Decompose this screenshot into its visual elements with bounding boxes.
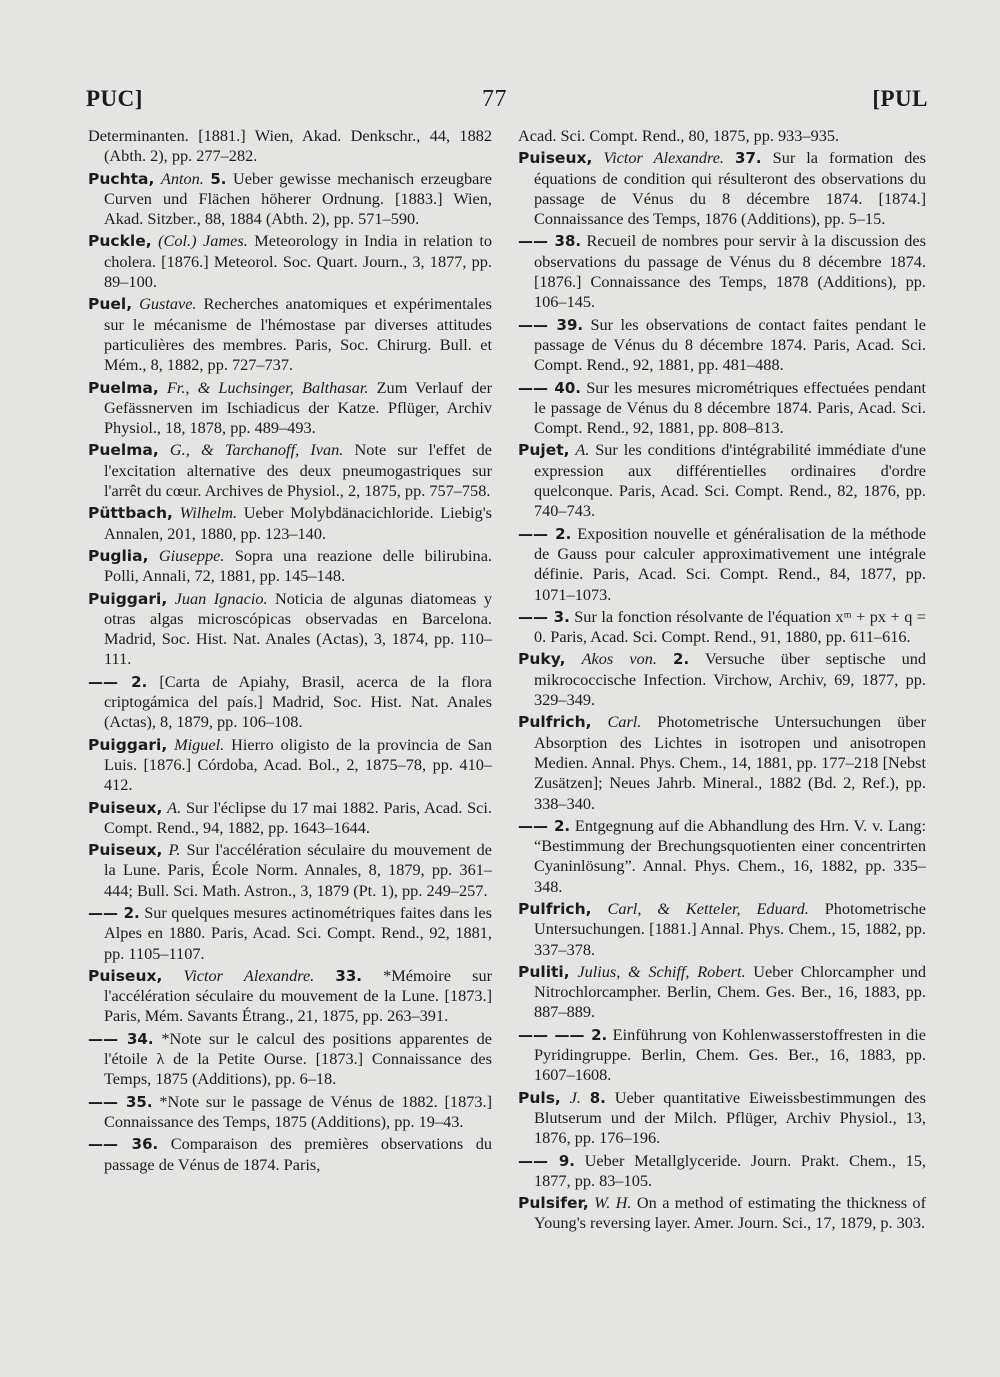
entry-text: Acad. Sci. Compt. Rend., 80, 1875, pp. 933–935. [518,126,840,145]
bibliography-entry [88,126,492,167]
entry-text: Comparaison des premières observations du passage de Vénus de 1874. Paris, [104,1134,493,1174]
entry-text: Ueber Chlorcampher und Nitrochlorcampher. Berlin, Chem. Ges. Ber., 16, 1883, pp. 887–889. [534,961,927,1022]
author-surname: Puglia, [88,546,149,565]
bibliography-entry [88,672,492,733]
author-surname: Puiseux, [88,798,163,817]
author-surname: Puelma, [88,441,159,460]
author-given-name: Fr., & Luchsinger, Balthasar. [166,377,369,397]
entry-text: Meteorology in India in relation to cholera. [1876.] Meteorol. Soc. Quart. Journ., 3, 1877, pp. 89–100. [104,231,493,292]
entry-number: 33. [335,966,362,985]
bibliography-entry [518,1193,926,1234]
author-given-name: Gustave. [139,294,197,314]
author-surname: Pujet, [518,441,570,460]
entry-text: Sur la formation des équations de condition qui résulteront des observations du passage de Vénus du 8 décembre 1874. [1874.] Connaissance des Temps, 1876 (Additions), pp. 5–15. [534,148,926,229]
bibliography-entry [88,546,492,587]
bibliography-entry [88,294,492,375]
entry-text: Recherches anatomiques et expérimentales sur le mécanisme de l'hémostase par diverses attitudes particulières des membres. Paris, Soc. Chirurg. Bull. et Mém., 8, 1882, pp. 727–737. [104,294,492,375]
entry-text: Sur les observations de contact faites pendant le passage de Vénus du 8 décembre 1874. Paris, Acad. Sci. Compt. Rend., 92, 1881, pp. 481–488. [534,314,926,375]
bibliography-entry [88,840,492,901]
entry-number: —— 36. [88,1135,159,1154]
entry-number: 2. [673,650,690,669]
bibliography-entry [88,1029,492,1090]
entry-number: —— 39. [518,315,584,334]
entry-number: —— 2. [88,672,148,691]
author-given-name: Carl, & Ketteler, Eduard. [607,898,809,918]
entry-text: Zum Verlauf der Gefässnerven im Ischiadicus der Katze. Pflüger, Archiv Physiol., 18, 1878, pp. 489–493. [104,377,492,438]
author-given-name: J. [569,1087,581,1107]
bibliography-entry [518,712,926,813]
author-given-name: Anton. [160,168,204,188]
author-surname: Puky, [518,650,566,669]
bibliography-entry [88,378,492,439]
author-surname: Puiseux, [88,966,163,985]
entry-number: —— 38. [518,232,582,251]
author-given-name: G., & Tarchanoff, Ivan. [169,440,344,460]
entry-number: —— 2. [518,524,572,543]
entry-number: —— 35. [88,1092,153,1111]
bibliography-entry [518,315,926,376]
author-given-name: Giuseppe. [158,545,225,565]
entry-text: *Note sur le calcul des positions apparentes de l'étoile λ de la Petite Ourse. [1873.] Connaissance des Temps, 1875 (Additions), pp. 6–18. [104,1028,493,1089]
author-given-name: Juan Ignacio. [174,588,268,608]
author-surname: Püttbach, [88,504,173,523]
entry-text: Sur les conditions d'intégrabilité immédiate d'une expression aux différentielles ordinaires d'ordre quelconque. Paris, Acad. Sci. Compt. Rend., 82, 1876, pp. 740–743. [534,440,926,521]
bibliography-entry [88,589,492,670]
entry-number: 5. [210,169,227,188]
author-surname: Puliti, [518,962,570,981]
author-given-name: A. [167,797,182,817]
left-column [88,126,492,1177]
author-given-name: Carl. [607,712,642,732]
bibliography-entry [88,169,492,230]
author-given-name: Julius, & Schiff, Robert. [577,961,746,981]
bibliography-entry [518,962,926,1023]
right-column [518,126,926,1236]
entry-text: Sur l'éclipse du 17 mai 1882. Paris, Acad. Sci. Compt. Rend., 94, 1882, pp. 1643–1644. [104,797,493,837]
bibliography-entry [518,649,926,710]
author-given-name: (Col.) James. [158,231,248,251]
bibliography-entry [88,440,492,501]
entry-text: Exposition nouvelle et généralisation de la méthode de Gauss pour calculer approximativement une intégrale définie. Paris, Acad. Sci. Compt. Rend., 84, 1877, pp. 1071–1073. [534,523,926,604]
author-surname: Puelma, [88,378,159,397]
bibliography-entry [518,1088,926,1149]
entry-text: Hierro oligisto de la provincia de San Luis. [1876.] Córdoba, Acad. Bol., 2, 1875–78, pp. 410–412. [104,734,492,795]
author-given-name: Akos von. [581,649,657,669]
entry-text: Sur quelques mesures actinométriques faites dans les Alpes en 1880. Paris, Acad. Sci. Compt. Rend., 92, 1881, pp. 1105–1107. [104,902,492,963]
bibliography-entry [88,903,492,964]
entry-text: Versuche über septische und mikrococcische Infection. Virchow, Archiv, 69, 1877, pp. 329–349. [534,649,926,710]
bibliography-entry [88,231,492,292]
entry-text: Note sur l'effet de l'excitation alternative des deux pneumogastriques sur l'arrêt du cœur. Archives de Physiol., 2, 1875, pp. 757–758. [104,440,492,501]
bibliography-entry [88,1092,492,1133]
page-number: 77 [482,86,507,112]
author-given-name: A. [575,440,590,460]
author-surname: Puiseux, [518,149,593,168]
bibliography-entry [88,798,492,839]
author-given-name: Victor Alexandre. [603,148,724,168]
author-surname: Puel, [88,295,133,314]
entry-text: Photometrische Untersuchungen über Absorption des Lichtes in isotropen und anisotropen Medien. Annal. Phys. Chem., 14, 1881, pp. 177–218 [Nebst Zusätzen]; Neues Jahrb. Mineral., 1882 (Bd. 2, Ref.), pp. 338–340. [534,712,926,813]
entry-number: 37. [735,149,762,168]
author-given-name: Victor Alexandre. [183,965,315,985]
bibliography-entry [88,503,492,544]
author-surname: Pulfrich, [518,713,592,732]
entry-text: Einführung von Kohlenwasserstoffresten in die Pyridingruppe. Berlin, Chem. Ges. Ber., 16, 1883, pp. 1607–1608. [534,1024,926,1085]
author-surname: Pulsifer, [518,1194,589,1213]
author-surname: Puchta, [88,169,155,188]
author-surname: Puiggari, [88,735,168,754]
bibliography-entry [518,1025,926,1086]
entry-text: Entgegnung auf die Abhandlung des Hrn. V. v. Lang: “Bestimmung der Brechungsquotienten einer concentrirten Cyaninlösung”. Annal. Phys. Chem., 16, 1882, pp. 335–348. [534,815,927,896]
running-head-left: PUC] [86,86,143,111]
entry-number: —— 2. [518,816,571,835]
author-surname: Pulfrich, [518,899,592,918]
entry-text: Ueber Metallglyceride. Journ. Prakt. Chem., 15, 1877, pp. 83–105. [534,1150,927,1190]
author-given-name: P. [168,840,181,860]
running-head-right: [PUL [872,86,928,111]
entry-number: —— 40. [518,378,581,397]
bibliography-entry [518,440,926,521]
entry-text: On a method of estimating the thickness of Young's reversing layer. Amer. Journ. Sci., 17, 1879, p. 303. [534,1193,926,1233]
entry-text: [Carta de Apiahy, Brasil, acerca de la flora criptogámica del país.] Madrid, Soc. Hist. Nat. Anales (Actas), 8, 1879, pp. 106–108. [104,671,493,732]
entry-number: —— 34. [88,1029,154,1048]
bibliography-entry [88,966,492,1027]
entry-text: Noticia de algunas diatomeas y otras algas microscópicas observadas en Barcelona. Madrid, Soc. Hist. Nat. Anales (Actas), 3, 1874, pp. 110–111. [104,588,492,669]
author-surname: Puls, [518,1088,561,1107]
author-surname: Puckle, [88,232,152,251]
author-given-name: Wilhelm. [179,503,238,523]
bibliography-entry [88,735,492,796]
entry-number: —— 9. [518,1151,575,1170]
entry-text: Sopra una reazione delle bilirubina. Polli, Annali, 72, 1881, pp. 145–148. [104,545,492,586]
entry-text: Photometrische Untersuchungen. [1881.] Annal. Phys. Chem., 15, 1882, pp. 337–378. [534,898,927,959]
entry-text: Ueber quantitative Eiweissbestimmungen des Blutserum und der Milch. Pflüger, Archiv Physiol., 13, 1876, pp. 176–196. [534,1087,926,1148]
author-surname: Puiggari, [88,589,168,608]
author-given-name: Miguel. [174,734,225,754]
bibliography-entry [518,126,926,146]
author-given-name: W. H. [594,1193,632,1213]
entry-text: Ueber gewisse mechanisch erzeugbare Curven und Flächen höherer Ordnung. [1883.] Wien, Akad. Sitzber., 88, 1884 (Abth. 2), pp. 571–590. [104,168,493,229]
bibliography-entry [518,816,926,897]
entry-text: Sur les mesures micrométriques effectuées pendant le passage de Vénus du 8 décembre 1874. Paris, Acad. Sci. Compt. Rend., 92, 1881, pp. 808–813. [534,377,926,438]
entry-text: *Mémoire sur l'accélération séculaire du mouvement de la Lune. [1873.] Paris, Mém. Savants Étrang., 21, 1875, pp. 263–391. [104,965,493,1026]
entry-text: Determinanten. [1881.] Wien, Akad. Denkschr., 44, 1882 (Abth. 2), pp. 277–282. [88,126,492,166]
bibliography-entry [518,899,926,960]
entry-text: Sur l'accélération séculaire du mouvement de la Lune. Paris, École Norm. Annales, 8, 1879, pp. 361–444; Bull. Sci. Math. Astron., 3, 1879 (Pt. 1), pp. 249–257. [104,840,492,900]
entry-text: Sur la fonction résolvante de l'équation xᵐ + px + q = 0. Paris, Acad. Sci. Compt. Rend., 91, 1880, pp. 611–616. [534,606,926,647]
entry-text: *Note sur le passage de Vénus de 1882. [1873.] Connaissance des Temps, 1875 (Additions), pp. 19–43. [104,1091,492,1131]
bibliography-entry [518,524,926,605]
author-surname: Puiseux, [88,841,163,860]
entry-text: Recueil de nombres pour servir à la discussion des observations du passage de Vénus du 8 décembre 1874. [1876.] Connaissance des Temps, 1878 (Additions), pp. 106–145. [534,231,926,312]
bibliography-entry [88,1134,492,1175]
entry-number: —— 3. [518,607,570,626]
entry-number: —— 2. [88,903,140,922]
entry-number: 8. [589,1088,606,1107]
bibliography-entry [518,231,926,312]
bibliography-entry [518,148,926,229]
entry-text: Ueber Molybdänacichloride. Liebig's Annalen, 201, 1880, pp. 123–140. [104,503,492,543]
bibliography-entry [518,378,926,439]
bibliography-entry [518,1151,926,1192]
bibliography-entry [518,607,926,648]
entry-number: —— —— 2. [518,1025,608,1044]
